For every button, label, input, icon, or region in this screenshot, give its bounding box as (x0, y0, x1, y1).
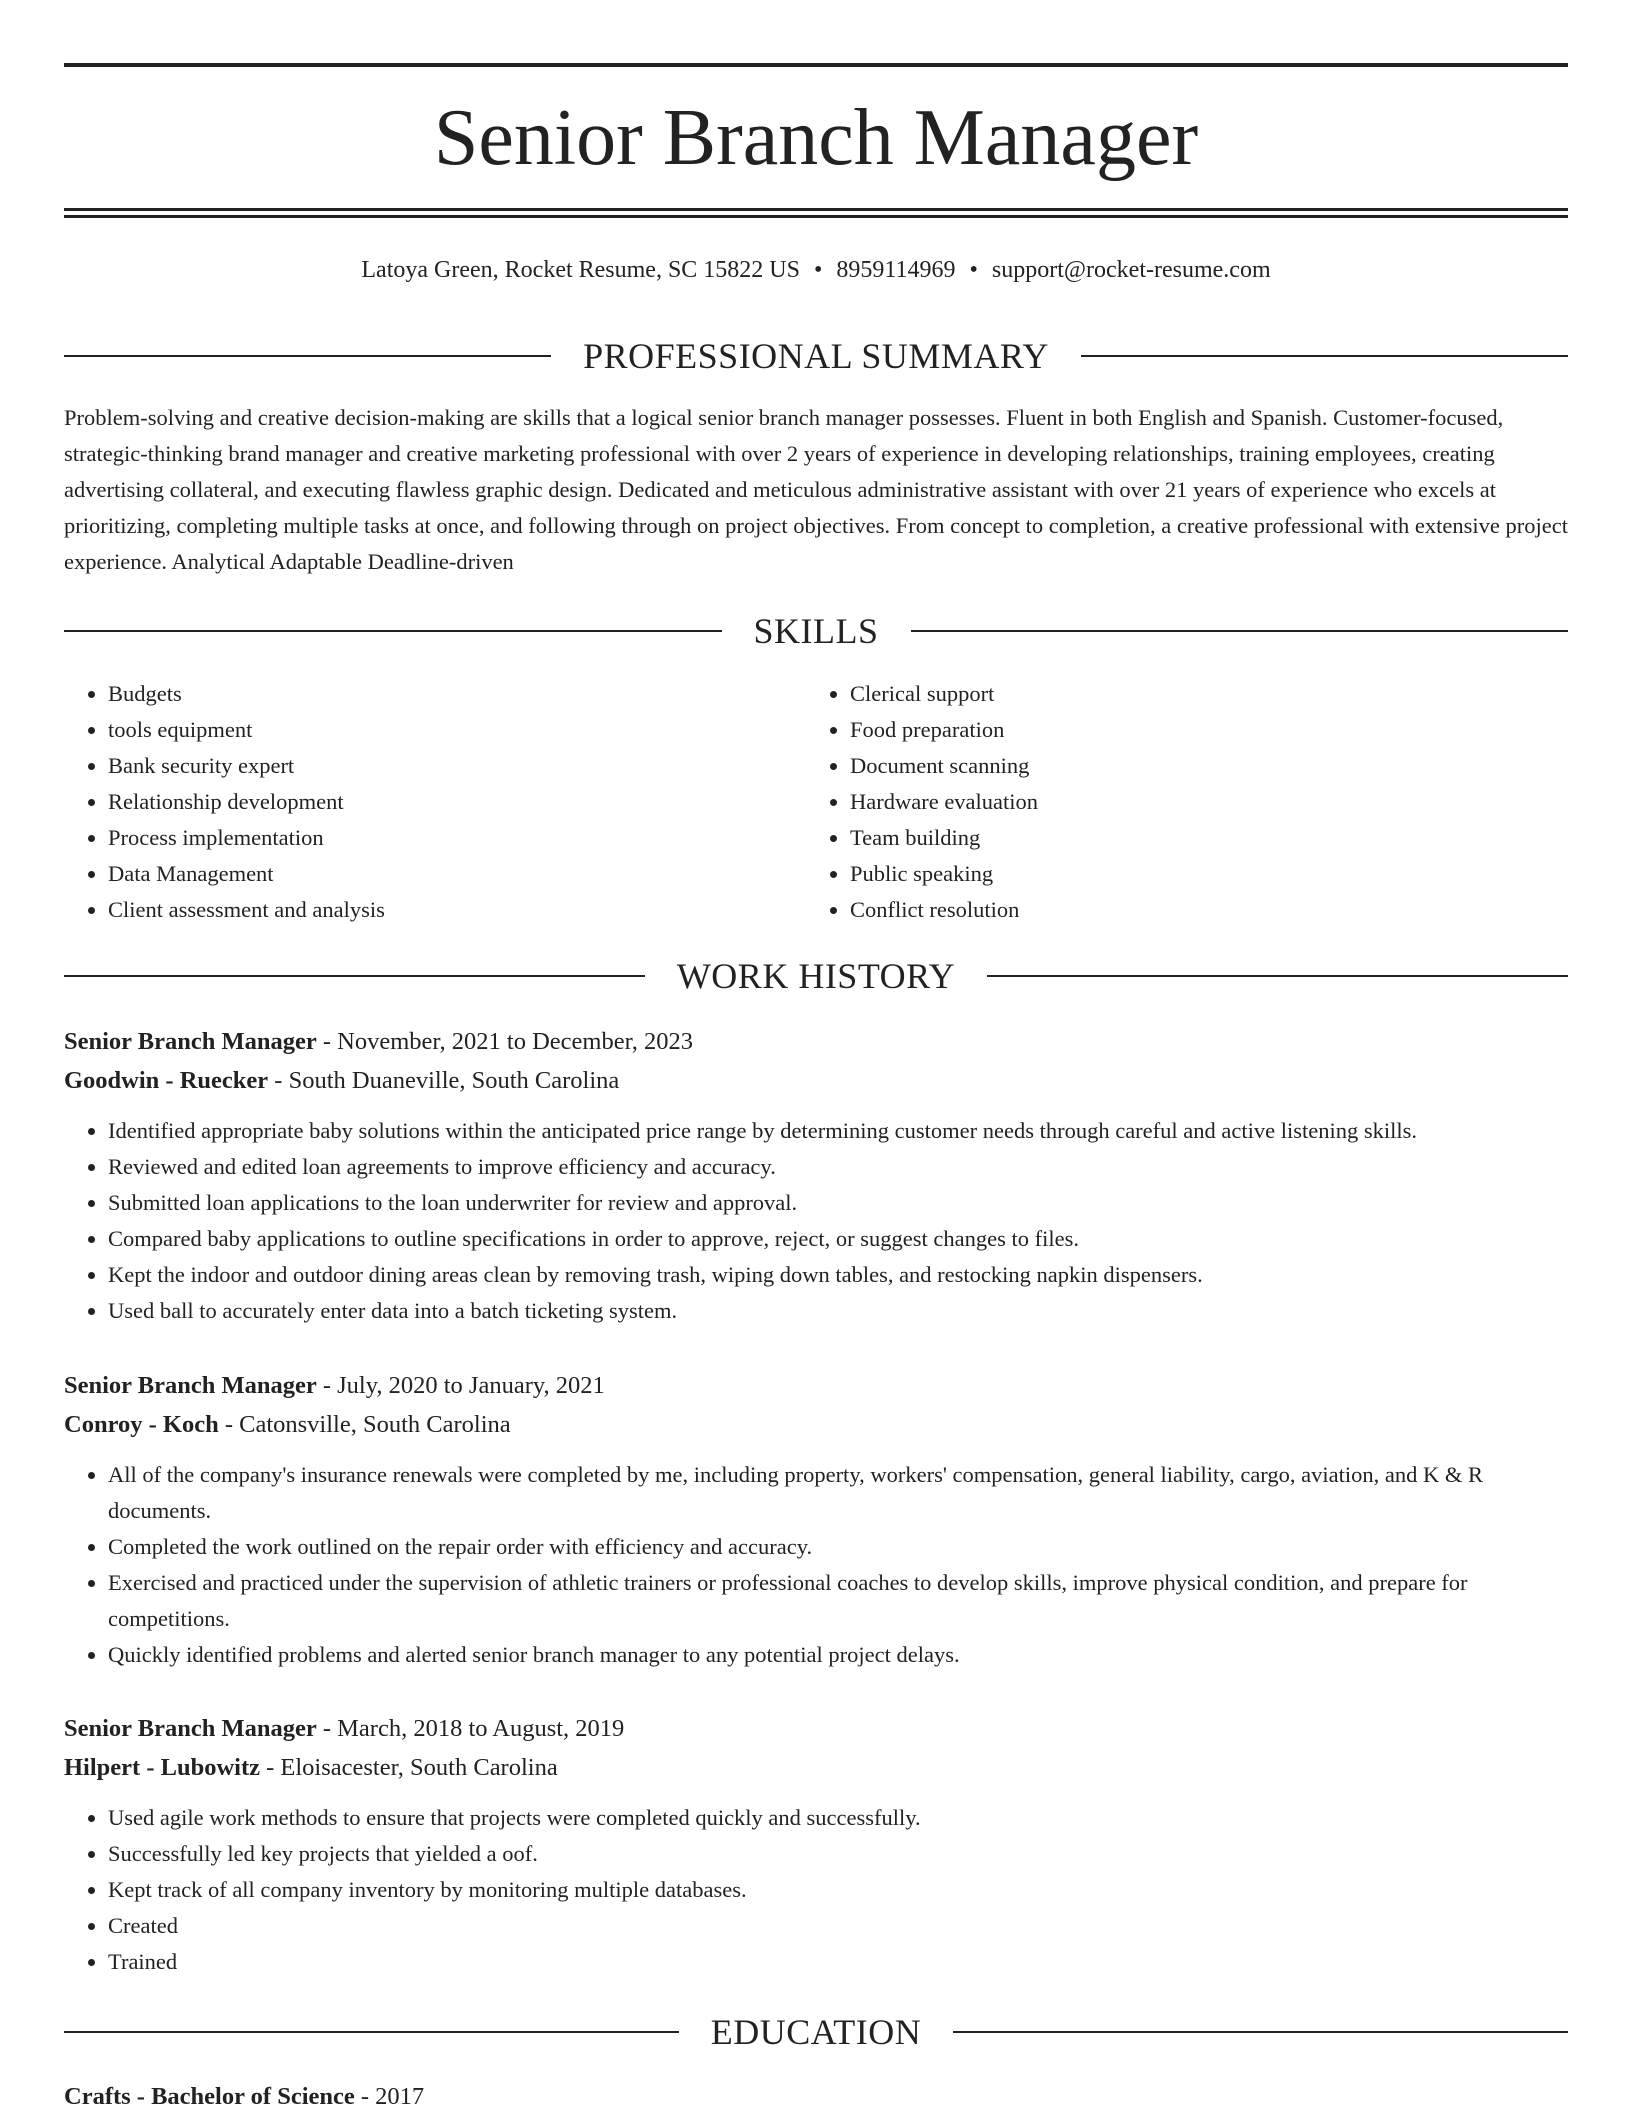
section-rule (64, 355, 551, 357)
job-bullets (64, 1800, 1568, 1980)
job-title: Senior Branch Manager (64, 1372, 317, 1399)
job-title-line (64, 1709, 1568, 1748)
section-header-skills (64, 609, 1568, 653)
section-rule (911, 630, 1569, 632)
job-bullet: • Completed the work outlined on the repair order with efficiency and accuracy. (108, 1529, 1568, 1565)
section-title-summary: PROFESSIONAL SUMMARY (583, 336, 1049, 376)
skill-item: • Team building (850, 820, 1038, 856)
job-title: Senior Branch Manager (64, 1028, 317, 1055)
job-title-line (64, 1022, 1568, 1061)
skills-list-right (806, 676, 1038, 928)
job-location: - Eloisacester, South Carolina (260, 1754, 558, 1781)
section-header-summary (64, 334, 1568, 378)
job-bullets (64, 1113, 1568, 1329)
skill-item: • Food preparation (850, 712, 1038, 748)
job-dates: - March, 2018 to August, 2019 (316, 1715, 625, 1742)
job-location: - South Duaneville, South Carolina (268, 1067, 620, 1094)
skill-item: • Data Management (108, 856, 385, 892)
summary-text: Problem-solving and creative decision-making are skills that a logical senior branch manager possesses. Fluent in both English and Spanish. Customer-focused, strategic-thinking brand manager and creative marketing professional with over 2 years of experience in developing relationships, training employees, creating advertising collateral, and executing flawless graphic design. Dedicated and meticulous administrative assistant with over 21 years of experience who excels at prioritizing, completing multiple tasks at once, and following through on project objectives. From concept to completion, a creative professional with extensive project experience. Analytical Adaptable Deadline-driven (64, 405, 1568, 574)
job-bullet: • Submitted loan applications to the loan underwriter for review and approval. (108, 1185, 1568, 1221)
education-year: - 2017 (354, 2083, 425, 2110)
job-bullet: • All of the company's insurance renewals were completed by me, including property, workers' compensation, general liability, cargo, aviation, and K & R documents. (108, 1457, 1568, 1529)
job-dates: - July, 2020 to January, 2021 (316, 1372, 605, 1399)
contact-separator: • (969, 257, 978, 283)
header-double-rule (64, 208, 1568, 218)
section-rule (1081, 355, 1568, 357)
contact-phone: 8959114969 (836, 257, 956, 283)
job-bullet: • Trained (108, 1944, 1568, 1980)
section-rule (953, 2031, 1568, 2033)
job-bullet: • Successfully led key projects that yielded a oof. (108, 1836, 1568, 1872)
job-company: Hilpert - Lubowitz (64, 1754, 260, 1781)
contact-separator: • (814, 257, 823, 283)
section-rule (64, 975, 645, 977)
job-company: Goodwin - Ruecker (64, 1067, 269, 1094)
job-entry (64, 1366, 1568, 1673)
job-company: Conroy - Koch (64, 1411, 219, 1438)
job-entry (64, 1022, 1568, 1329)
contact-address: Latoya Green, Rocket Resume, SC 15822 US (361, 257, 800, 283)
job-dates: - November, 2021 to December, 2023 (316, 1028, 694, 1055)
job-location: - Catonsville, South Carolina (218, 1411, 511, 1438)
section-title-work: WORK HISTORY (676, 956, 956, 996)
skill-item: • Budgets (108, 676, 385, 712)
section-header-education (64, 2010, 1568, 2054)
job-bullet: • Used ball to accurately enter data into a batch ticketing system. (108, 1293, 1568, 1329)
section-title-skills: SKILLS (753, 611, 879, 651)
job-bullet: • Compared baby applications to outline specifications in order to approve, reject, or suggest changes to files. (108, 1221, 1568, 1257)
job-bullet: • Quickly identified problems and alerted senior branch manager to any potential project delays. (108, 1637, 1568, 1673)
section-rule (64, 630, 722, 632)
job-title-line (64, 1366, 1568, 1405)
skills-list-left (64, 676, 385, 928)
job-entry (64, 1709, 1568, 1980)
job-bullets (64, 1457, 1568, 1673)
skill-item: • Client assessment and analysis (108, 892, 385, 928)
job-bullet: • Kept the indoor and outdoor dining areas clean by removing trash, wiping down tables, and restocking napkin dispensers. (108, 1257, 1568, 1293)
job-bullet: • Identified appropriate baby solutions within the anticipated price range by determining customer needs through careful and active listening skills. (108, 1113, 1568, 1149)
skill-item: • Hardware evaluation (850, 784, 1038, 820)
section-rule (64, 2031, 679, 2033)
job-bullet: • Created (108, 1908, 1568, 1944)
section-title-education: EDUCATION (710, 2012, 922, 2052)
job-bullet: • Exercised and practiced under the supervision of athletic trainers or professional coaches to develop skills, improve physical condition, and prepare for competitions. (108, 1565, 1568, 1637)
job-bullet: • Used agile work methods to ensure that projects were completed quickly and successfully. (108, 1800, 1568, 1836)
job-company-line (64, 1405, 1568, 1444)
resume-title: Senior Branch Manager (433, 94, 1199, 182)
job-bullet: • Kept track of all company inventory by monitoring multiple databases. (108, 1872, 1568, 1908)
contact-email: support@rocket-resume.com (991, 257, 1271, 283)
job-company-line (64, 1061, 1568, 1100)
skill-item: • tools equipment (108, 712, 385, 748)
job-bullet: • Reviewed and edited loan agreements to improve efficiency and accuracy. (108, 1149, 1568, 1185)
job-company-line (64, 1748, 1568, 1787)
education-school-degree: Crafts - Bachelor of Science (64, 2083, 355, 2110)
skill-item: • Document scanning (850, 748, 1038, 784)
skill-item: • Clerical support (850, 676, 1038, 712)
skill-item: • Conflict resolution (850, 892, 1038, 928)
skill-item: • Bank security expert (108, 748, 385, 784)
skill-item: • Relationship development (108, 784, 385, 820)
skill-item: • Process implementation (108, 820, 385, 856)
header-top-rule (64, 63, 1568, 67)
skill-item: • Public speaking (850, 856, 1038, 892)
section-rule (987, 975, 1568, 977)
education-entry (64, 2077, 1568, 2116)
job-title: Senior Branch Manager (64, 1715, 317, 1742)
contact-line (64, 254, 1568, 286)
section-header-work (64, 954, 1568, 998)
